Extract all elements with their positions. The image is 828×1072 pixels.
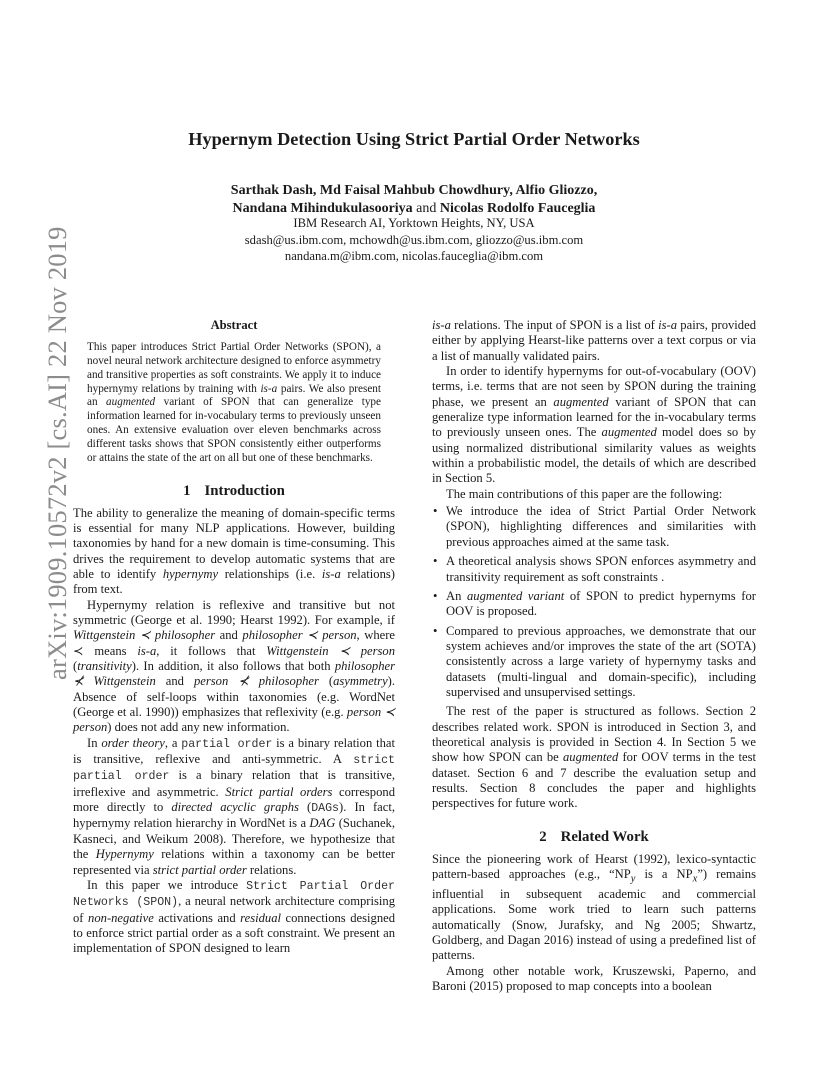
affiliation-block [0,215,828,265]
affiliation-org: IBM Research AI, Yorktown Heights, NY, USA [293,216,535,230]
right-paragraph-3: The main contributions of this paper are the following: [446,486,723,501]
intro-paragraph-1: The ability to generalize the meaning of domain-specific terms is essential for many NLP applications. However, building taxonomies by hand for a new domain is time-consuming. This drives the requirement to develop automatic systems that are able to identify hypernymy relationships (i.e. is-a relations) from text. [73,505,395,597]
affiliation-emails-2: nandana.m@ibm.com, nicolas.fauceglia@ibm.com [284,249,544,263]
arxiv-stamp-text: arXiv:1909.10572v2 [cs.AI] 22 Nov 2019 [42,226,72,680]
author-list [0,182,828,217]
intro-paragraph-3: In order theory, a partial order is a binary relation that is transitive, reflexive and anti-symmetric. A strict partial order is a binary relation that is transitive, irreflexive and asymmetric. Strict partial orders correspond more directly to directed acyclic graphs (DAGs). In fact, hypernymy relation hierarchy in WordNet is a DAG (Suchanek, Kasneci, and Weikum 2008). Therefore, we hypothesize that the Hypernymy relations within a taxonomy can be better represented via strict partial order relations. [73,735,396,877]
contributions-list [432,504,756,700]
abstract-heading: Abstract [210,318,258,332]
affiliation-emails-1: sdash@us.ibm.com, mchowdh@us.ibm.com, gliozzo@us.ibm.com [244,232,584,247]
right-paragraph-2: In order to identify hypernyms for out-of-vocabulary (OOV) terms, i.e. terms that are not seen by SPON during the training phase, we present an augmented variant of SPON that can generalize type information learned for the in-vocabulary terms to previously unseen ones. The augmented model does so by using normalized distributional similarity values as weights within a probabilistic model, the details of which are described in Section 5. [432,364,756,486]
list-item: • An augmented variant of SPON to predict hypernyms for OOV is proposed. [432,589,756,620]
right-column [432,318,756,994]
arxiv-stamp [2,226,72,680]
related-paragraph-1: Since the pioneering work of Hearst (1992), lexico-syntactic pattern-based approaches (e.g., “$NP_y$ is a $NP_x$”) remains influential in subsequent academic and commercial applications. Some work tried to learn such patterns automatically (Snow, Jurafsky, and Ng 2005; Shwartz, Goldberg, and Dagan 2016) instead of using a predefined list of patterns. [432,851,756,963]
author-nicolas: Nicolas Rodolfo Fauceglia [439,200,596,216]
authors-line-1: Sarthak Dash, Md Faisal Mahbub Chowdhury, Alfio Gliozzo, [230,183,598,198]
right-paragraph-4: The rest of the paper is structured as follows. Section 2 describes related work. SPON is introduced in Section 3, and theoretical analysis is provided in Section 4. In Section 5 we show how SPON can be augmented for OOV terms in the test dataset. Section 6 and 7 describe the evaluation setup and results. Section 8 concludes the paper and highlights perspectives for future work. [432,704,756,811]
list-item: • We introduce the idea of Strict Partial Order Network (SPON), highlighting differences and similarities with previous approaches aimed at the same task. [432,504,756,550]
author-nandana: Nandana Mihindukulasooriya [232,200,413,216]
abstract-body: This paper introduces Strict Partial Order Networks (SPON), a novel neural network architecture designed to enforce asymmetry and transitive properties as soft constraints. We apply it to induce hypernymy relations by training with is-a pairs. We also present an augmented variant of SPON that can generalize type information learned for in-vocabulary terms to previously unseen ones. An extensive evaluation over eleven benchmarks across different tasks shows that SPON consistently either outperforms or attains the state of the art on all but one of these benchmarks. [87,341,382,464]
list-item: • A theoretical analysis shows SPON enforces asymmetry and transitivity requirement as soft constraints . [432,554,756,585]
list-item: • Compared to previous approaches, we demonstrate that our system achieves and/or improves the state of the art (SOTA) consistently across a large variety of hypernymy tasks and datasets (multi-lingual and domain-specific), including supervised and unsupervised settings. [432,624,756,701]
paper-title: Hypernym Detection Using Strict Partial Order Networks [188,129,640,149]
intro-paragraph-2: Hypernymy relation is reflexive and transitive but not symmetric (George et al. 1990; Hearst 1992). For example, if Wittgenstein ≺ philosopher and philosopher ≺ person, where ≺ means is-a, it follows that Wittgenstein ≺ person (transitivity). In addition, it also follows that both philosopher ⊀ Wittgenstein and person ⊀ philosopher (asymmetry). Absence of self-loops within taxonomies (e.g. WordNet (George et al. 1990)) emphasizes that reflexivity (e.g. person ≺ person) does not add any new information. [73,597,396,735]
authors-and: and [416,200,437,216]
section-heading-related-work: 2 Related Work [539,828,649,845]
intro-paragraph-4: In this paper we introduce Strict Partial Order Networks (SPON), a neural network architecture comprising of non-negative activations and residual connections designed to enforce strict partial order as a soft constraint. We present an implementation of SPON designed to learn [73,877,396,956]
section-heading-introduction: 1 Introduction [183,482,285,499]
right-paragraph-1: is-a relations. The input of SPON is a list of is-a pairs, provided either by applying Hearst-like patterns over a text corpus or via a list of manually validated pairs. [432,318,756,363]
related-paragraph-2: Among other notable work, Kruszewski, Paperno, and Baroni (2015) proposed to map concepts into a boolean [432,963,756,993]
left-column [73,318,395,957]
